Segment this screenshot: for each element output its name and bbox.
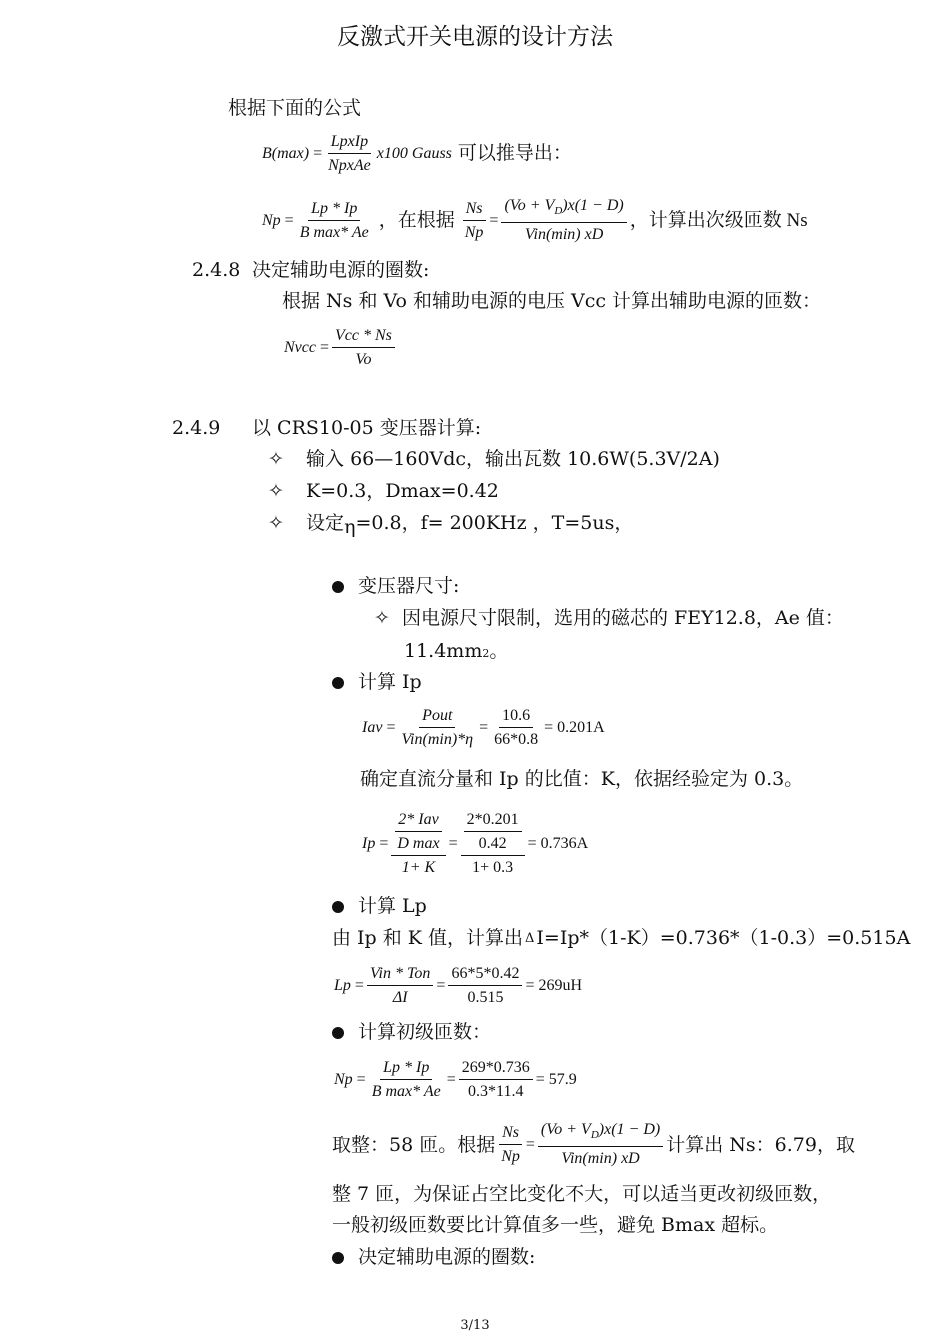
core-selection-text: ✧ 因电源尺寸限制，选用的磁芯的 FEY12.8，Ae 值： xyxy=(374,607,844,629)
paragraph-line: 整 7 匝，为保证占空比变化不大，可以适当更改初级匝数， xyxy=(332,1183,832,1205)
section-2-4-9-number: 2.4.9 xyxy=(172,417,221,439)
page-number: 3/13 xyxy=(460,1318,490,1333)
diamond-icon: ✧ xyxy=(268,448,284,470)
condition-item: ✧ 设定η=0.8，f= 200KHz ，T=5us， xyxy=(268,512,634,538)
section-2-4-9-heading: 以 CRS10-05 变压器计算: xyxy=(252,417,482,439)
intro-text: 根据下面的公式 xyxy=(228,97,362,119)
k-ratio-text: 确定直流分量和 Ip 的比值：K，依据经验定为 0.3。 xyxy=(360,768,804,790)
core-ae-value: 11.4mm2。 xyxy=(404,640,509,662)
formula-bmax: B(max) = $\frac{\text{LpxIp}}{\text{NpxAe}}$ x100 Gauss 可以推导出： xyxy=(262,133,572,174)
bullet-calc-lp: 计算 Lp xyxy=(332,894,427,918)
formula-np: Np = $\frac{Lp * Ip}{\text{B max* Ae}}$ ，在根据 $\frac{Ns}{Np}$ = $\frac{(Vo + V_D)x(1 - D)}{\text{Vin(min) xD}}$ ，计算出次级匝数 Ns xyxy=(262,197,808,243)
formula-ip: Ip = $\frac{\frac{\text{2* Iav}}{\text{D max}}}{1+ K}$ = $\frac{\frac{2*0.201}{0.42}}{1+ 0.3}$ = 0.736A xyxy=(362,811,589,876)
diamond-icon: ✧ xyxy=(268,480,284,502)
bullet-icon xyxy=(332,581,344,593)
delta-i-text: 由 Ip 和 K 值，计算出 Δ I=Ip*（1-K）=0.736*（1-0.3）=0.515A xyxy=(332,927,911,949)
page-title: 反激式开关电源的设计方法 xyxy=(337,24,613,50)
condition-item: ✧ K=0.3，Dmax=0.42 xyxy=(268,480,499,502)
paragraph-line: 一般初级匝数要比计算值多一些，避免 Bmax 超标。 xyxy=(332,1214,779,1236)
diamond-icon: ✧ xyxy=(268,512,284,534)
formula-np-calc: Np = $\frac{Lp * Ip}{\text{B max* Ae}}$ = $\frac{269*0.736}{0.3*11.4}$ = 57.9 xyxy=(334,1059,577,1100)
bullet-icon xyxy=(332,901,344,913)
formula-lp: Lp = $\frac{\text{Vin * Ton}}{\Delta I}$ = $\frac{66*5*0.42}{0.515}$ = 269uH xyxy=(334,965,583,1006)
bullet-calc-np: 计算初级匝数： xyxy=(332,1020,491,1044)
section-2-4-8-heading: 决定辅助电源的圈数: xyxy=(252,259,430,281)
formula-iav: Iav = $\frac{\text{Pout}}{\text{Vin(min)*η}}$ = $\frac{10.6}{66*0.8}$ = 0.201A xyxy=(362,707,605,748)
section-2-4-8-number: 2.4.8 xyxy=(192,259,241,281)
ns-calc-line: 取整：58 匝。根据 $\frac{Ns}{Np}$ = $\frac{(Vo + V_D)x(1 - D)}{\text{Vin(min) xD}}$ 计算出 Ns：6.79，取 xyxy=(332,1121,855,1167)
formula-nvcc: Nvcc = $\frac{\text{Vcc * Ns}}{Vo}$ xyxy=(284,326,398,370)
bullet-icon xyxy=(332,1252,344,1264)
diamond-icon: ✧ xyxy=(374,607,390,629)
bullet-icon xyxy=(332,1027,344,1039)
bullet-aux-turns: 决定辅助电源的圈数: xyxy=(332,1245,535,1269)
bullet-calc-ip: 计算 Ip xyxy=(332,670,422,694)
section-2-4-8-text: 根据 Ns 和 Vo 和辅助电源的电压 Vcc 计算出辅助电源的匝数： xyxy=(282,290,822,312)
bullet-transformer-size: 变压器尺寸: xyxy=(332,574,459,598)
condition-item: ✧ 输入 66—160Vdc，输出瓦数 10.6W(5.3V/2A) xyxy=(268,448,720,470)
bullet-icon xyxy=(332,677,344,689)
